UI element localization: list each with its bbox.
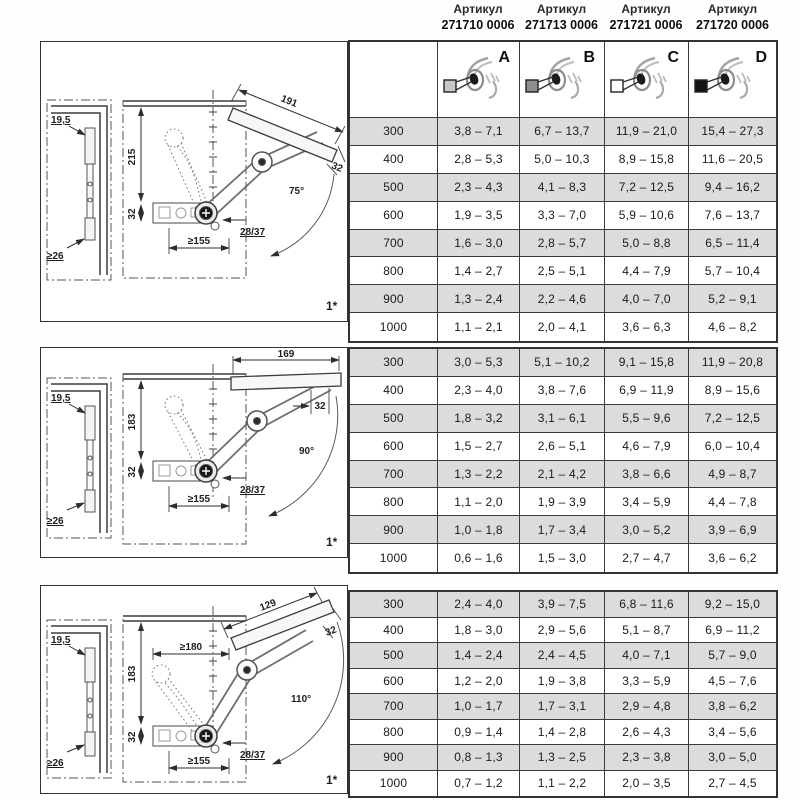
dimension-label: 191 xyxy=(279,93,299,110)
diagram-frame-75deg xyxy=(40,41,348,322)
article-number: 271720 0006 xyxy=(696,18,769,32)
dimension-label: 32 xyxy=(127,731,138,743)
footnote-marker: 1* xyxy=(326,773,338,787)
table-row xyxy=(350,405,776,433)
table-body xyxy=(350,349,776,572)
weight-range-cell: 1,7 – 3,4 xyxy=(520,516,605,544)
table-body xyxy=(350,118,776,341)
dimension-label: 32 xyxy=(329,160,345,175)
weight-range-cell: 1,1 – 2,2 xyxy=(520,771,605,797)
flap-height-cell: 900 xyxy=(350,285,438,313)
weight-range-cell: 3,1 – 6,1 xyxy=(520,405,605,433)
weight-range-cell: 2,9 – 4,8 xyxy=(605,694,689,720)
weight-range-cell: 4,4 – 7,8 xyxy=(689,488,776,516)
weight-range-cell: 9,4 – 16,2 xyxy=(689,174,776,202)
weight-range-cell: 5,1 – 8,7 xyxy=(605,618,689,644)
weight-range-cell: 11,6 – 20,5 xyxy=(689,146,776,174)
strength-indicator-square xyxy=(444,80,456,92)
flap-height-cell: 900 xyxy=(350,516,438,544)
flap-fitting-icon xyxy=(523,55,587,103)
weight-range-cell: 2,9 – 5,6 xyxy=(520,618,605,644)
weight-range-cell: 11,9 – 21,0 xyxy=(605,118,689,146)
flap-height-cell: 800 xyxy=(350,488,438,516)
table-row xyxy=(350,488,776,516)
weight-range-cell: 9,1 – 15,8 xyxy=(605,349,689,377)
weight-range-cell: 3,4 – 5,6 xyxy=(689,720,776,746)
weight-range-cell: 7,6 – 13,7 xyxy=(689,202,776,230)
article-header-b xyxy=(519,2,604,33)
variant-letter: B xyxy=(583,49,595,66)
table-row xyxy=(350,694,776,720)
article-number: 271710 0006 xyxy=(441,18,515,32)
footnote-marker: 1* xyxy=(326,535,338,549)
flap-height-cell: 600 xyxy=(350,202,438,230)
dimension-label: 32 xyxy=(127,208,138,220)
weight-range-cell: 1,0 – 1,8 xyxy=(438,516,520,544)
variant-cell-b xyxy=(520,42,605,118)
diagram-frame-90deg xyxy=(40,347,348,558)
article-number: 271721 0006 xyxy=(609,18,683,32)
dimension-label: 28/37 xyxy=(240,227,266,238)
variant-cell-d xyxy=(689,42,776,118)
variant-cell-a xyxy=(438,42,520,118)
flap-height-cell: 700 xyxy=(350,230,438,258)
diagram-frame-110deg xyxy=(40,585,348,794)
dimension-label: 28/37 xyxy=(240,485,266,496)
table-body xyxy=(350,592,776,796)
flap-height-cell: 500 xyxy=(350,643,438,669)
article-header-a xyxy=(437,2,519,33)
table-row xyxy=(350,643,776,669)
dimension-label: 183 xyxy=(127,413,138,431)
dimension-label: ≥155 xyxy=(187,756,211,767)
weight-range-cell: 2,8 – 5,3 xyxy=(438,146,520,174)
weight-range-cell: 2,1 – 4,2 xyxy=(520,461,605,489)
weight-range-cell: 6,7 – 13,7 xyxy=(520,118,605,146)
weight-range-cell: 1,9 – 3,8 xyxy=(520,669,605,695)
opening-angle-label: 75° xyxy=(289,186,305,197)
article-header-c xyxy=(604,2,688,33)
footnote-marker: 1* xyxy=(326,299,338,313)
weight-range-cell: 1,8 – 3,2 xyxy=(438,405,520,433)
flap-height-cell: 500 xyxy=(350,174,438,202)
weight-range-cell: 2,6 – 5,1 xyxy=(520,433,605,461)
flap-height-cell: 500 xyxy=(350,405,438,433)
weight-range-cell: 2,0 – 4,1 xyxy=(520,313,605,341)
table-row xyxy=(350,669,776,695)
weight-range-cell: 3,0 – 5,2 xyxy=(605,516,689,544)
weight-range-cell: 9,2 – 15,0 xyxy=(689,592,776,618)
dimension-label: ≥155 xyxy=(187,236,211,247)
flap-fitting-icon xyxy=(441,55,505,103)
dimension-label: ≥26 xyxy=(47,516,64,527)
weight-range-cell: 2,7 – 4,5 xyxy=(689,771,776,797)
dimension-label: 183 xyxy=(127,665,138,683)
weight-range-cell: 2,3 – 3,8 xyxy=(605,745,689,771)
weight-range-cell: 2,8 – 5,7 xyxy=(520,230,605,258)
table-row xyxy=(350,349,776,377)
weight-range-cell: 0,8 – 1,3 xyxy=(438,745,520,771)
weight-range-cell: 1,0 – 1,7 xyxy=(438,694,520,720)
weight-range-cell: 15,4 – 27,3 xyxy=(689,118,776,146)
dimension-label: 32 xyxy=(314,401,326,412)
weight-range-cell: 1,4 – 2,8 xyxy=(520,720,605,746)
weight-range-cell: 2,6 – 4,3 xyxy=(605,720,689,746)
dimension-label: 32 xyxy=(127,466,138,478)
weight-range-cell: 4,1 – 8,3 xyxy=(520,174,605,202)
weight-range-cell: 1,4 – 2,4 xyxy=(438,643,520,669)
flap-height-cell: 1000 xyxy=(350,544,438,572)
flap-height-cell: 900 xyxy=(350,745,438,771)
weight-range-cell: 6,5 – 11,4 xyxy=(689,230,776,258)
weight-range-cell: 4,6 – 7,9 xyxy=(605,433,689,461)
article-label: Артикул xyxy=(707,2,758,16)
variant-icon-row xyxy=(350,42,776,118)
weight-range-cell: 0,7 – 1,2 xyxy=(438,771,520,797)
weight-range-cell: 1,1 – 2,0 xyxy=(438,488,520,516)
technical-diagram-90deg xyxy=(41,348,346,556)
weight-range-cell: 1,2 – 2,0 xyxy=(438,669,520,695)
weight-range-cell: 3,0 – 5,3 xyxy=(438,349,520,377)
flap-height-cell: 600 xyxy=(350,433,438,461)
table-row xyxy=(350,618,776,644)
weight-range-cell: 5,1 – 10,2 xyxy=(520,349,605,377)
weight-range-cell: 3,9 – 7,5 xyxy=(520,592,605,618)
load-table-75deg xyxy=(348,40,778,343)
weight-range-cell: 3,4 – 5,9 xyxy=(605,488,689,516)
weight-range-cell: 3,9 – 6,9 xyxy=(689,516,776,544)
weight-range-cell: 1,3 – 2,5 xyxy=(520,745,605,771)
article-label: Артикул xyxy=(536,2,587,16)
opening-angle-label: 90° xyxy=(299,446,315,457)
weight-range-cell: 1,9 – 3,5 xyxy=(438,202,520,230)
article-label: Артикул xyxy=(453,2,503,16)
table-row xyxy=(350,285,776,313)
dimension-label: 19,5 xyxy=(51,115,71,126)
strength-indicator-square xyxy=(695,80,707,92)
flap-height-cell: 300 xyxy=(350,349,438,377)
table-row xyxy=(350,118,776,146)
weight-range-cell: 7,2 – 12,5 xyxy=(605,174,689,202)
weight-range-cell: 7,2 – 12,5 xyxy=(689,405,776,433)
weight-range-cell: 1,7 – 3,1 xyxy=(520,694,605,720)
weight-range-cell: 4,0 – 7,0 xyxy=(605,285,689,313)
weight-range-cell: 1,5 – 3,0 xyxy=(520,544,605,572)
dimension-label: 19,5 xyxy=(51,393,71,404)
weight-range-cell: 4,0 – 7,1 xyxy=(605,643,689,669)
dimension-label: ≥26 xyxy=(47,758,64,769)
icon-row-empty-cell xyxy=(350,42,438,118)
weight-range-cell: 4,9 – 8,7 xyxy=(689,461,776,489)
technical-diagram-110deg xyxy=(41,586,346,792)
dimension-label: ≥155 xyxy=(187,494,211,505)
dimension-label: 169 xyxy=(277,349,295,360)
weight-range-cell: 1,9 – 3,9 xyxy=(520,488,605,516)
weight-range-cell: 6,9 – 11,2 xyxy=(689,618,776,644)
weight-range-cell: 8,9 – 15,6 xyxy=(689,377,776,405)
article-label: Артикул xyxy=(621,2,671,16)
table-row xyxy=(350,720,776,746)
weight-range-cell: 3,8 – 7,6 xyxy=(520,377,605,405)
table-row xyxy=(350,257,776,285)
weight-range-cell: 1,3 – 2,4 xyxy=(438,285,520,313)
weight-range-cell: 5,7 – 10,4 xyxy=(689,257,776,285)
article-header-d xyxy=(688,2,777,33)
flap-height-cell: 600 xyxy=(350,669,438,695)
table-row xyxy=(350,313,776,341)
table-row xyxy=(350,461,776,489)
dimension-label: 19,5 xyxy=(51,635,71,646)
flap-height-cell: 700 xyxy=(350,694,438,720)
weight-range-cell: 3,6 – 6,3 xyxy=(605,313,689,341)
table-row xyxy=(350,516,776,544)
weight-range-cell: 5,0 – 10,3 xyxy=(520,146,605,174)
weight-range-cell: 0,9 – 1,4 xyxy=(438,720,520,746)
flap-height-cell: 400 xyxy=(350,377,438,405)
weight-range-cell: 5,5 – 9,6 xyxy=(605,405,689,433)
variant-letter: D xyxy=(755,49,767,66)
weight-range-cell: 1,4 – 2,7 xyxy=(438,257,520,285)
weight-range-cell: 3,3 – 5,9 xyxy=(605,669,689,695)
flap-height-cell: 1000 xyxy=(350,771,438,797)
weight-range-cell: 2,3 – 4,0 xyxy=(438,377,520,405)
weight-range-cell: 2,7 – 4,7 xyxy=(605,544,689,572)
dimension-label: ≥180 xyxy=(179,642,203,653)
table-row xyxy=(350,230,776,258)
weight-range-cell: 3,8 – 7,1 xyxy=(438,118,520,146)
weight-range-cell: 5,0 – 8,8 xyxy=(605,230,689,258)
load-table-110deg xyxy=(348,590,778,798)
weight-range-cell: 1,5 – 2,7 xyxy=(438,433,520,461)
variant-cell-c xyxy=(605,42,689,118)
weight-range-cell: 3,0 – 5,0 xyxy=(689,745,776,771)
weight-range-cell: 4,6 – 8,2 xyxy=(689,313,776,341)
weight-range-cell: 6,9 – 11,9 xyxy=(605,377,689,405)
weight-range-cell: 4,4 – 7,9 xyxy=(605,257,689,285)
flap-height-cell: 300 xyxy=(350,118,438,146)
flap-fitting-icon xyxy=(608,55,672,103)
technical-diagram-75deg xyxy=(41,42,346,320)
weight-range-cell: 2,5 – 5,1 xyxy=(520,257,605,285)
flap-fitting-icon xyxy=(692,55,756,103)
weight-range-cell: 6,8 – 11,6 xyxy=(605,592,689,618)
dimension-label: ≥26 xyxy=(47,251,64,262)
table-row xyxy=(350,771,776,797)
weight-range-cell: 3,8 – 6,2 xyxy=(689,694,776,720)
weight-range-cell: 3,3 – 7,0 xyxy=(520,202,605,230)
table-row xyxy=(350,592,776,618)
dimension-label: 215 xyxy=(127,148,138,166)
flap-height-cell: 400 xyxy=(350,146,438,174)
table-row xyxy=(350,174,776,202)
weight-range-cell: 2,2 – 4,6 xyxy=(520,285,605,313)
table-row xyxy=(350,433,776,461)
flap-height-cell: 800 xyxy=(350,257,438,285)
weight-range-cell: 1,1 – 2,1 xyxy=(438,313,520,341)
weight-range-cell: 2,3 – 4,3 xyxy=(438,174,520,202)
variant-letter: A xyxy=(498,49,510,66)
weight-range-cell: 3,6 – 6,2 xyxy=(689,544,776,572)
weight-range-cell: 5,2 – 9,1 xyxy=(689,285,776,313)
dimension-label: 32 xyxy=(323,624,339,639)
flap-height-cell: 300 xyxy=(350,592,438,618)
weight-range-cell: 3,8 – 6,6 xyxy=(605,461,689,489)
weight-range-cell: 2,0 – 3,5 xyxy=(605,771,689,797)
weight-range-cell: 1,3 – 2,2 xyxy=(438,461,520,489)
flap-height-cell: 800 xyxy=(350,720,438,746)
table-row xyxy=(350,202,776,230)
flap-height-cell: 700 xyxy=(350,461,438,489)
dimension-label: 129 xyxy=(258,597,278,614)
weight-range-cell: 2,4 – 4,5 xyxy=(520,643,605,669)
article-number: 271713 0006 xyxy=(525,18,598,32)
table-row xyxy=(350,146,776,174)
dimension-label: 28/37 xyxy=(240,750,266,761)
weight-range-cell: 5,9 – 10,6 xyxy=(605,202,689,230)
table-row xyxy=(350,544,776,572)
table-row xyxy=(350,745,776,771)
table-row xyxy=(350,377,776,405)
weight-range-cell: 0,6 – 1,6 xyxy=(438,544,520,572)
strength-indicator-square xyxy=(611,80,623,92)
variant-letter: C xyxy=(667,49,679,66)
weight-range-cell: 11,9 – 20,8 xyxy=(689,349,776,377)
weight-range-cell: 2,4 – 4,0 xyxy=(438,592,520,618)
flap-height-cell: 400 xyxy=(350,618,438,644)
weight-range-cell: 1,8 – 3,0 xyxy=(438,618,520,644)
weight-range-cell: 8,9 – 15,8 xyxy=(605,146,689,174)
opening-angle-label: 110° xyxy=(291,694,312,705)
weight-range-cell: 5,7 – 9,0 xyxy=(689,643,776,669)
weight-range-cell: 1,6 – 3,0 xyxy=(438,230,520,258)
weight-range-cell: 4,5 – 7,6 xyxy=(689,669,776,695)
weight-range-cell: 6,0 – 10,4 xyxy=(689,433,776,461)
strength-indicator-square xyxy=(526,80,538,92)
flap-height-cell: 1000 xyxy=(350,313,438,341)
load-table-90deg xyxy=(348,347,778,574)
